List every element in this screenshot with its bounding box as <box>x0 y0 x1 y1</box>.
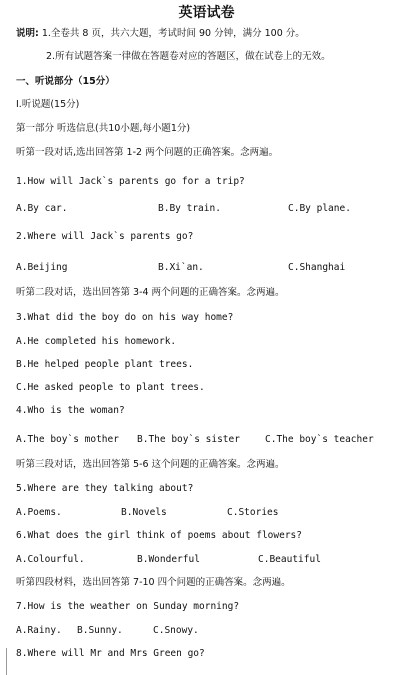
q3-option-a: A.He completed his homework. <box>16 336 177 347</box>
question-5: 5.Where are they talking about? <box>16 483 194 494</box>
q4-option-c: C.The boy`s teacher <box>265 434 374 445</box>
q5-option-a: A.Poems. <box>16 507 62 518</box>
section-heading: 一、听说部分（15分） <box>16 76 115 87</box>
q6-option-a: A.Colourful. <box>16 554 85 565</box>
instructions-text-2: 2.所有试题答案一律做在答题卷对应的答题区，做在试卷上的无效。 <box>46 51 331 62</box>
q7-option-c: C.Snowy. <box>153 625 199 636</box>
q2-option-b: B.Xi`an. <box>158 262 204 273</box>
page-title: 英语试卷 <box>178 5 235 21</box>
dialogue-intro-1: 听第一段对话,选出回答第 1-2 两个问题的正确答案。念两遍。 <box>16 147 279 158</box>
q5-option-b: B.Novels <box>121 507 167 518</box>
question-4: 4.Who is the woman? <box>16 405 125 416</box>
q5-option-c: C.Stories <box>227 507 279 518</box>
question-7: 7.How is the weather on Sunday morning? <box>16 601 240 612</box>
q1-option-c: C.By plane. <box>288 203 351 214</box>
q4-option-b: B.The boy`s sister <box>137 434 240 445</box>
subpart-heading: 第一部分 听选信息(共10小题,每小题1分) <box>16 123 191 134</box>
dialogue-intro-2: 听第二段对话，选出回答第 3-4 两个问题的正确答案。念两遍。 <box>16 287 285 298</box>
q7-option-a: A.Rainy. <box>16 625 62 636</box>
instructions-line-1 <box>16 27 305 41</box>
question-6: 6.What does the girl think of poems about flowers? <box>16 530 302 541</box>
instructions-label: 说明: <box>16 28 39 39</box>
page-edge-line <box>6 648 7 675</box>
q6-option-c: C.Beautiful <box>258 554 321 565</box>
question-2: 2.Where will Jack`s parents go? <box>16 231 194 242</box>
q2-option-a: A.Beijing <box>16 262 68 273</box>
q2-option-c: C.Shanghai <box>288 262 346 273</box>
q3-option-b: B.He helped people plant trees. <box>16 359 194 370</box>
question-3: 3.What did the boy do on his way home? <box>16 312 234 323</box>
dialogue-intro-3: 听第三段对话，选出回答第 5-6 这个问题的正确答案。念两遍。 <box>16 459 285 470</box>
dialogue-intro-4: 听第四段材料，选出回答第 7-10 四个问题的正确答案。念两遍。 <box>16 577 291 588</box>
q3-option-c: C.He asked people to plant trees. <box>16 382 205 393</box>
part-heading: Ⅰ.听说题(15分) <box>16 99 80 110</box>
q6-option-b: B.Wonderful <box>137 554 200 565</box>
q7-option-b: B.Sunny. <box>77 625 123 636</box>
q4-option-a: A.The boy`s mother <box>16 434 119 445</box>
q1-option-b: B.By train. <box>158 203 221 214</box>
question-1: 1.How will Jack`s parents go for a trip? <box>16 176 245 187</box>
question-8: 8.Where will Mr and Mrs Green go? <box>16 648 205 659</box>
q1-option-a: A.By car. <box>16 203 68 214</box>
instructions-text-1: 1.全卷共 8 页，共六大题，考试时间 90 分钟，满分 100 分。 <box>41 28 305 39</box>
